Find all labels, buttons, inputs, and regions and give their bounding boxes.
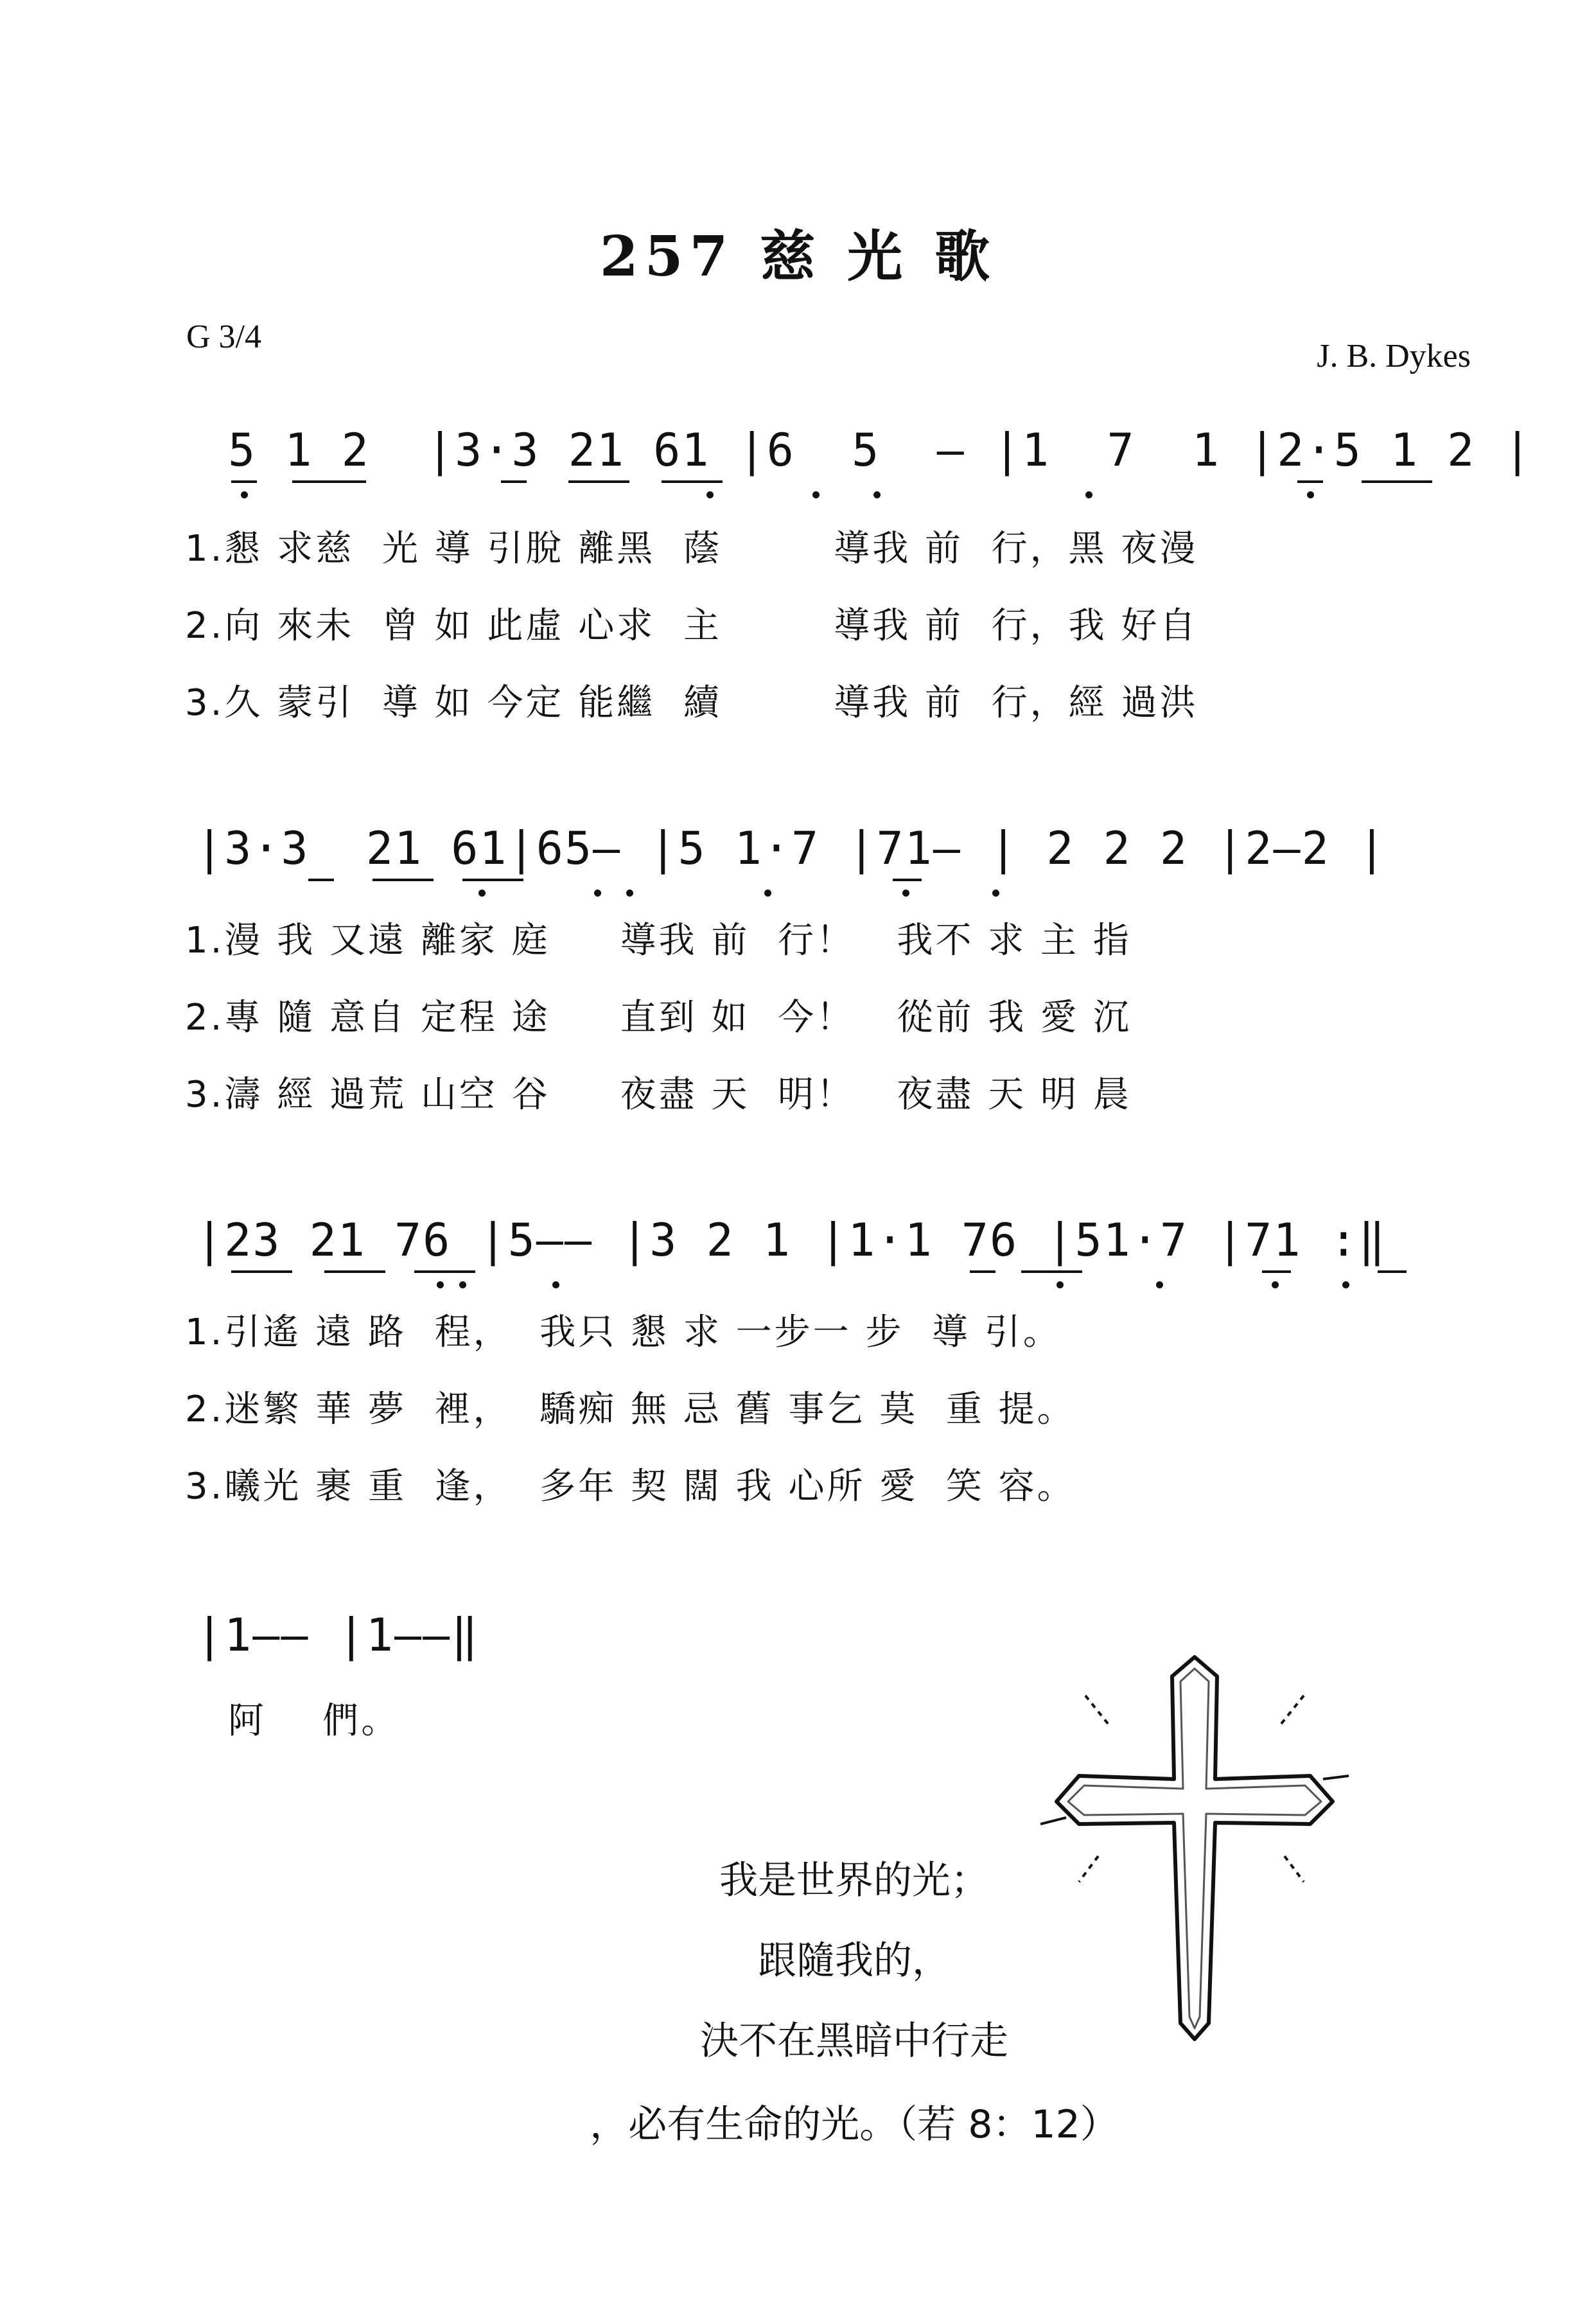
lyric-3-2: 2.迷繁 華 夢 裡， 驕痴 無 忌 舊 事乞 莫 重 提。 — [185, 1389, 1076, 1430]
lyric-1-1: 1.懇 求慈 光 導 引脫 離黑 蔭 導我 前 行，黑 夜漫 — [185, 528, 1198, 570]
key-signature: G 3/4 — [186, 319, 261, 355]
notation-line-1: 5 1 2 |3·3 21 61 |6 5 – |1 7 1 |2·5 1 2 | — [228, 424, 1532, 477]
notation-line-3: |23 21 76 |5–– |3 2 1 |1·1 76 |51·7 |71 :‖ — [196, 1214, 1387, 1267]
cross-icon — [1040, 1651, 1349, 2051]
page-title: 257 慈 光 歌 — [599, 224, 997, 289]
verse-line-3: 決不在黑暗中行走 — [700, 2019, 1008, 2064]
lyric-2-3: 3.濤 經 過荒 山空 谷 夜盡 天 明！ 夜盡 天 明 晨 — [185, 1074, 1132, 1116]
notation-amen: |1–– |1––‖ — [196, 1609, 480, 1662]
notation-line-2: |3·3 21 61|65– |5 1·7 |71– | 2 2 2 |2–2 | — [196, 822, 1387, 875]
verse-line-4: ，必有生命的光。（若 8：12） — [590, 2102, 1119, 2147]
lyric-3-3: 3.曦光 裹 重 逢， 多年 契 闊 我 心所 愛 笑 容。 — [185, 1466, 1076, 1507]
lyric-2-2: 2.專 隨 意自 定程 途 直到 如 今！ 從前 我 愛 沉 — [185, 997, 1132, 1039]
lyric-1-3: 3.久 蒙引 導 如 今定 能繼 續 導我 前 行，經 過洪 — [185, 682, 1198, 724]
verse-line-1: 我是世界的光； — [719, 1858, 989, 1903]
lyric-amen: 阿 們。 — [228, 1700, 400, 1742]
lyric-2-1: 1.漫 我 又遠 離家 庭 導我 前 行！ 我不 求 主 指 — [185, 920, 1132, 961]
lyric-3-1: 1.引遙 遠 路 程， 我只 懇 求 一步一 步 導 引。 — [185, 1312, 1062, 1353]
composer: J. B. Dykes — [1317, 338, 1471, 374]
lyric-1-2: 2.向 來未 曾 如 此虛 心求 主 導我 前 行，我 好自 — [185, 605, 1198, 647]
verse-line-2: 跟隨我的， — [758, 1938, 951, 1983]
